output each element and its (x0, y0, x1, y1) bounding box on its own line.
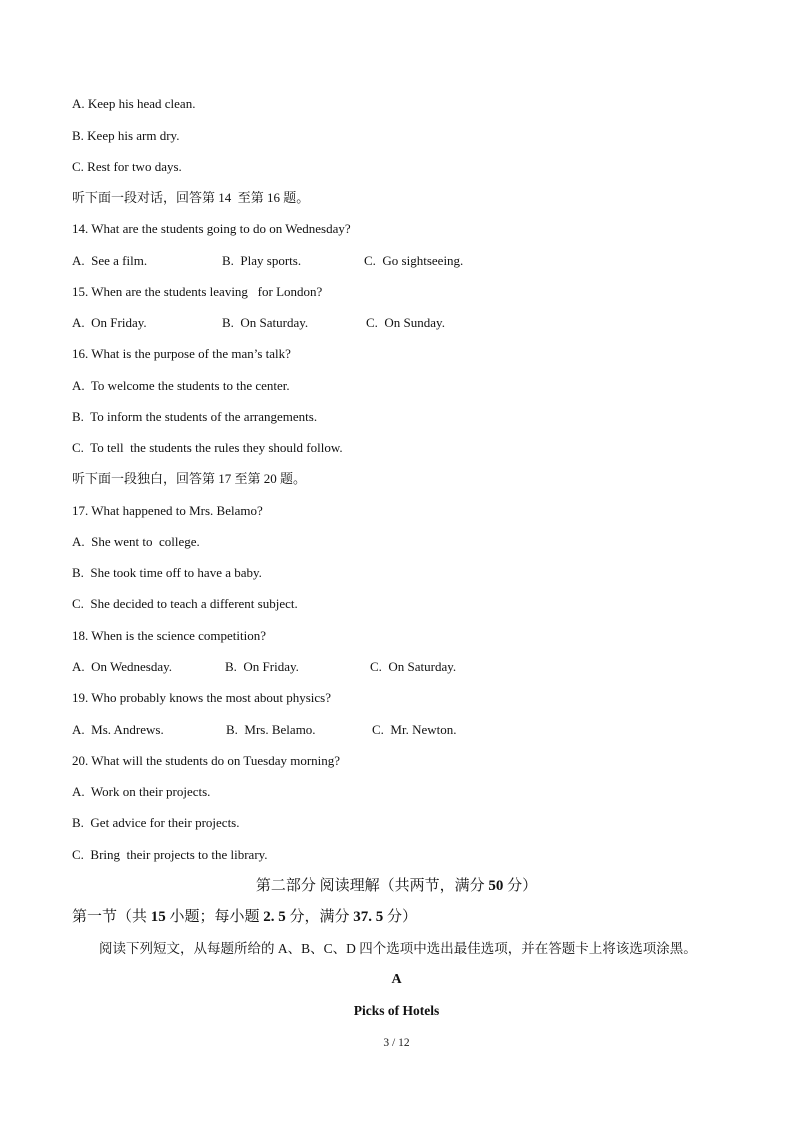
q20-option-c: C. Bring their projects to the library. (72, 847, 268, 862)
q15-option-b: B. On Saturday. (222, 315, 309, 330)
q18-option-c: C. On Saturday. (370, 659, 457, 674)
q14-question: 14. What are the students going to do on Wednesday? (72, 221, 351, 236)
q19-option-a: A. Ms. Andrews. (72, 722, 164, 737)
q15-options (72, 315, 722, 331)
q20-option-b: B. Get advice for their projects. (72, 815, 240, 830)
q14-option-b: B. Play sports. (222, 253, 302, 268)
q18-option-b: B. On Friday. (225, 659, 299, 674)
section-one-text-4: 分） (383, 909, 418, 925)
q13-option-b: B. Keep his arm dry. (72, 128, 180, 143)
q17-question: 17. What happened to Mrs. Belamo? (72, 503, 263, 518)
q17-option-a: A. She went to college. (72, 534, 200, 549)
part-two-suffix: 分） (503, 878, 538, 894)
part-two-heading (0, 877, 793, 895)
q17-option-c: C. She decided to teach a different subject. (72, 596, 298, 611)
part-two-prefix: 第二部分 阅读理解（共两节，满分 (255, 878, 489, 894)
q15-question: 15. When are the students leaving for London? (72, 284, 323, 299)
q13-option-c: C. Rest for two days. (72, 159, 182, 174)
q19-option-b: B. Mrs. Belamo. (226, 722, 316, 737)
section-intro-17-20: 听下面一段独白，回答第 17 至第 20 题。 (72, 471, 307, 486)
q18-option-a: A. On Wednesday. (72, 659, 173, 674)
q14-option-c: C. Go sightseeing. (364, 253, 464, 268)
q19-option-c: C. Mr. Newton. (372, 722, 457, 737)
q14-options (72, 253, 722, 269)
q20-question: 20. What will the students do on Tuesday morning? (72, 753, 341, 768)
q20-option-a: A. Work on their projects. (72, 784, 211, 799)
part-two-score: 50 (488, 878, 504, 894)
section-one-heading (72, 908, 417, 926)
q16-option-b: B. To inform the students of the arrangements. (72, 409, 318, 424)
passage-title: Picks of Hotels (353, 1003, 440, 1018)
section-one-text-2: 小题；每小题 (165, 909, 264, 925)
section-one-text-3: 分，满分 (285, 909, 354, 925)
q14-option-a: A. See a film. (72, 253, 148, 268)
reading-instructions: 阅读下列短文，从每题所给的 A、B、C、D 四个选项中选出最佳选项，并在答题卡上将该选项涂黑。 (99, 941, 697, 956)
q19-question: 19. Who probably knows the most about physics? (72, 690, 332, 705)
section-one-count: 15 (150, 909, 166, 925)
q17-option-b: B. She took time off to have a baby. (72, 565, 262, 580)
section-one-text-1: 第一节（共 (72, 909, 151, 925)
q13-option-a: A. Keep his head clean. (72, 96, 196, 111)
passage-letter: A (391, 972, 402, 987)
section-intro-14-16: 听下面一段对话，回答第 14 至第 16 题。 (72, 190, 310, 205)
q16-option-a: A. To welcome the students to the center. (72, 378, 290, 393)
q18-question: 18. When is the science competition? (72, 628, 266, 643)
q16-option-c: C. To tell the students the rules they should follow. (72, 440, 343, 455)
section-one-total-score: 37. 5 (353, 909, 384, 925)
page-number: 3 / 12 (383, 1037, 410, 1049)
q15-option-c: C. On Sunday. (366, 315, 445, 330)
section-one-each-score: 2. 5 (263, 909, 286, 925)
q16-question: 16. What is the purpose of the man’s talk? (72, 346, 291, 361)
q18-options (72, 659, 722, 675)
q15-option-a: A. On Friday. (72, 315, 147, 330)
q19-options (72, 722, 722, 738)
